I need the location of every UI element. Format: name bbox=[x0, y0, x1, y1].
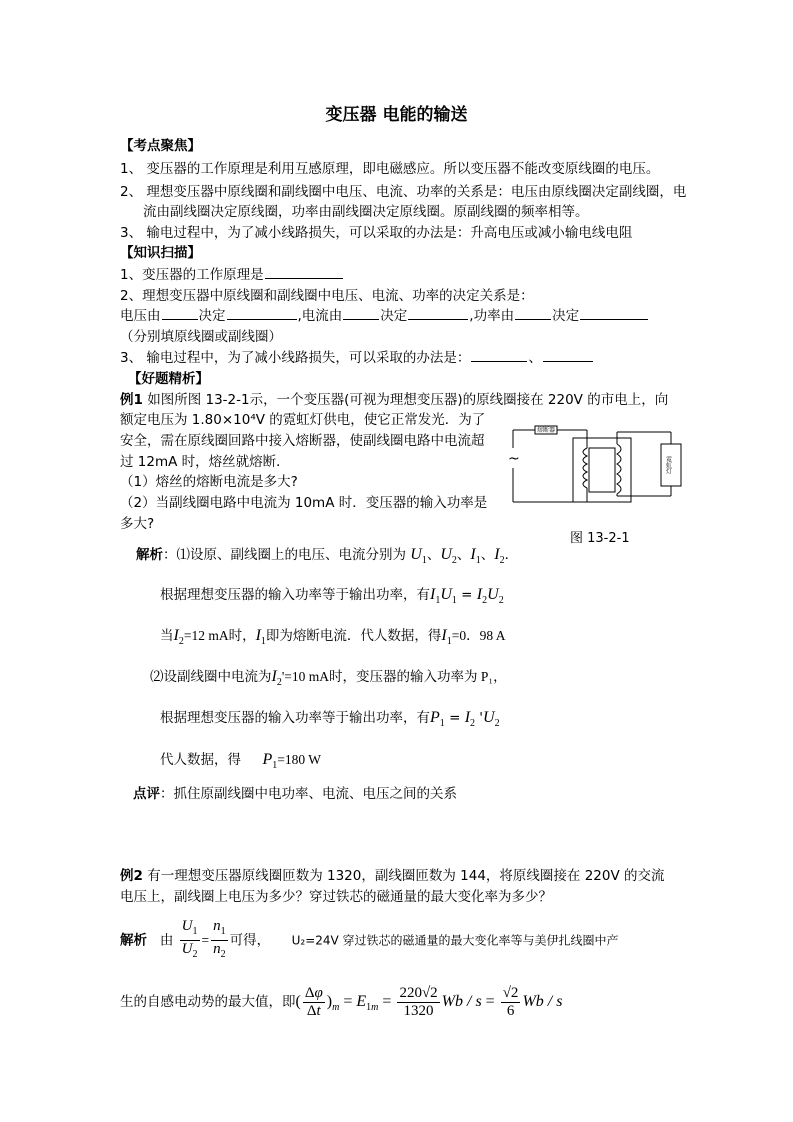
fuse-label: 熔断器 bbox=[537, 427, 556, 434]
page-title: 变压器 电能的输送 bbox=[325, 105, 468, 125]
knowledge-q2-note: （分别填原线圈或副线圈） bbox=[120, 329, 282, 345]
voltage-from-label: 电压由 bbox=[120, 308, 161, 324]
key-point-3: 3、 输电过程中，为了减小线路损失，可以采取的办法是：升高电压或减小输电线电阻 bbox=[120, 225, 633, 241]
comment-text: ：抓住原副线圈中电功率、电流、电压之间的关系 bbox=[160, 786, 457, 802]
transformer-circuit-figure bbox=[505, 418, 685, 518]
neon-lamp-label: 霓虹灯 bbox=[664, 456, 672, 474]
solution1-when-label: 当 bbox=[160, 628, 174, 644]
example1-question2-line2: 多大? bbox=[120, 516, 155, 532]
example2-text: 有一理想变压器原线圈匝数为 1320，副线圈匝数为 144，将原线圈接在 220V 的交流 bbox=[142, 868, 665, 884]
unit-label: Wb / s bbox=[441, 993, 482, 1010]
solution1-line6: 代人数据，得 $P_1=180$ W bbox=[160, 751, 321, 772]
solution2-line2-text: 生的自感电动势的最大值，即 bbox=[120, 994, 296, 1010]
answer-blank[interactable] bbox=[265, 265, 343, 279]
comment-line bbox=[133, 784, 457, 804]
answer-blank[interactable] bbox=[471, 348, 527, 362]
solution1-fuse-text: 即为熔断电流．代人数据，得 bbox=[265, 628, 442, 644]
example1-question2-line1: （2）当副线圈电路中电流为 10mA 时．变压器的输入功率是 bbox=[120, 495, 488, 511]
answer-blank[interactable] bbox=[408, 306, 468, 320]
section-heading-key-points: 【考点聚焦】 bbox=[120, 138, 201, 154]
key-point-2-line1: 2、 理想变压器中原线圈和副线圈中电压、电流、功率的关系是：电压由原线圈决定副线圈，电 bbox=[120, 184, 687, 200]
solution1-line5: 根据理想变压器的输入功率等于输出功率，有$P_1 = I_2$ '$U_2$ bbox=[160, 709, 500, 730]
voltage-ratio-fraction: $\frac{U_1}{U_2}$ bbox=[181, 918, 198, 960]
example2-line1 bbox=[120, 866, 665, 886]
solution1-line5-text: 根据理想变压器的输入功率等于输出功率，有 bbox=[160, 710, 430, 726]
solution2-result-text: U₂=24V 穿过铁芯的磁通量的最大变化率等与美伊扎线圈中产 bbox=[291, 933, 619, 948]
example2-line2: 电压上，副线圈上电压为多少？穿过铁芯的磁通量的最大变化率为多少？ bbox=[120, 889, 552, 905]
answer-blank[interactable] bbox=[162, 306, 198, 320]
solution1-result: =0．98 A bbox=[451, 628, 506, 643]
answer-blank[interactable] bbox=[580, 306, 648, 320]
section-heading-examples: 【好题精析】 bbox=[128, 371, 209, 387]
solution2-from: 由 bbox=[159, 932, 174, 949]
knowledge-q1-text: 1、变压器的工作原理是 bbox=[120, 267, 264, 283]
decide-label: 决定 bbox=[198, 308, 226, 324]
solution2-obtain: 可得， bbox=[229, 932, 271, 949]
answer-blank[interactable] bbox=[343, 306, 379, 320]
solution1-line2-text: 根据理想变压器的输入功率等于输出功率，有 bbox=[160, 587, 430, 603]
solution2-label: 解析 bbox=[120, 932, 147, 949]
solution1-line3: 当$I_2=12$ mA时，$I_1$即为熔断电流．代人数据，得$I_1=0$．98 A bbox=[160, 627, 506, 648]
turns-ratio-fraction: $\frac{n_1}{n_2}$ bbox=[213, 918, 226, 960]
answer-blank[interactable] bbox=[515, 306, 551, 320]
key-point-1: 1、 变压器的工作原理是利用互感原理，即电磁感应。所以变压器不能改变原线圈的电压。 bbox=[120, 161, 660, 177]
solution2-line1: 解析 由 $\frac{U_1}{U_2}$ = $\frac{n_1}{n_2}$ 可得， U₂=24V 穿过铁芯的磁通量的最大变化率等与美伊扎线圈中产 bbox=[120, 918, 619, 963]
example1-line3: 安全，需在原线圈回路中接入熔断器，使副线圈电路中电流超 bbox=[120, 433, 485, 449]
example1-question1: （1）熔丝的熔断电流是多大? bbox=[120, 474, 298, 490]
answer-blank[interactable] bbox=[543, 348, 593, 362]
decide-label: 决定 bbox=[380, 308, 408, 324]
solution1-current-value: =12 mA时， bbox=[183, 628, 256, 643]
example1-label: 例1 bbox=[120, 392, 143, 408]
knowledge-q3-text: 3、 输电过程中，为了减小线路损失，可以采取的办法是： bbox=[120, 350, 471, 366]
section-heading-knowledge: 【知识扫描】 bbox=[120, 245, 201, 261]
knowledge-q1 bbox=[120, 265, 344, 285]
solution1-label: 解析 bbox=[136, 547, 163, 563]
solution1-part2-text: ⑵设副线圈中电流为 bbox=[150, 669, 272, 685]
simplified-fraction: $\frac{√2}{6}$ bbox=[502, 984, 519, 1019]
comment-label: 点评 bbox=[133, 786, 160, 802]
ac-source-symbol: ~ bbox=[508, 451, 520, 467]
solution1-text: ：⑴设原、副线圈上的电压、电流分别为 bbox=[163, 547, 406, 563]
solution1-line4: ⑵设副线圈中电流为$I_2'=10$ mA时，变压器的输入功率为 P₁， bbox=[150, 668, 507, 689]
solution1-substitute-text: 代人数据，得 bbox=[160, 752, 241, 768]
figure-caption: 图 13-2-1 bbox=[570, 531, 630, 546]
answer-blank[interactable] bbox=[227, 306, 297, 320]
solution1-line1: 解析：⑴设原、副线圈上的电压、电流分别为 $U_1$、$U_2$、$I_1$、$I_2$． bbox=[136, 546, 519, 567]
knowledge-q2-blanks bbox=[120, 306, 649, 326]
knowledge-q2: 2、理想变压器中原线圈和副线圈中电压、电流、功率的决定关系是： bbox=[120, 288, 534, 304]
separator: 、 bbox=[528, 350, 542, 366]
emf-fraction: $\frac{220√2}{1320}$ bbox=[399, 984, 438, 1019]
example1-line4: 过 12mA 时，熔丝就熔断． bbox=[120, 454, 290, 470]
current-from-label: ,电流由 bbox=[297, 308, 343, 324]
example2-label: 例2 bbox=[120, 868, 143, 884]
power-from-label: ,功率由 bbox=[469, 308, 515, 324]
solution1-line2: 根据理想变压器的输入功率等于输出功率，有$I_1U_1 = I_2U_2$ bbox=[160, 586, 504, 607]
flux-change-rate-fraction: $\frac{\Delta\varphi}{\Delta t}$ bbox=[304, 984, 323, 1019]
solution2-line2: 生的自感电动势的最大值，即( $\frac{\Delta\varphi}{\Delta t}$ )$_m = E_{1m}$ = $\frac{220√2}{1320}$ Wb / s = $\frac{√2}{6}$ Wb / s bbox=[120, 984, 563, 1019]
example1-line1 bbox=[120, 390, 668, 410]
key-point-2-line2: 流由副线圈决定原线圈，功率由副线圈决定原线圈。原副线圈的频率相等。 bbox=[143, 204, 589, 220]
solution1-part2-value: '=10 mA时，变压器的输入功率为 P₁， bbox=[281, 669, 507, 684]
example1-line2: 额定电压为 1.80×10⁴V 的霓虹灯供电，使它正常发光．为了 bbox=[120, 412, 486, 428]
example1-text: 如图所图 13-2-1示，一个变压器(可视为理想变压器)的原线圈接在 220V 的市电上，向 bbox=[142, 392, 669, 408]
unit-label: Wb / s bbox=[522, 993, 563, 1010]
decide-label: 决定 bbox=[552, 308, 580, 324]
knowledge-q3 bbox=[120, 348, 594, 368]
solution1-power-result: =180 W bbox=[277, 752, 321, 767]
